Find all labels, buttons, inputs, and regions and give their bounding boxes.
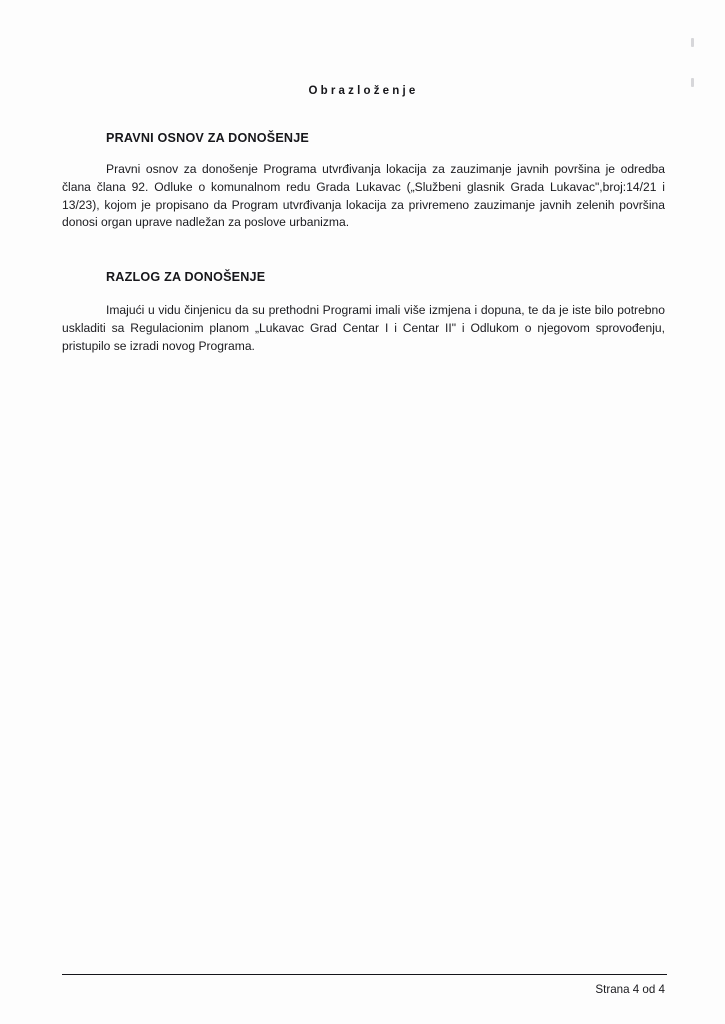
section-title-reason: RAZLOG ZA DONOŠENJE	[106, 270, 266, 285]
document-heading: Obrazloženje	[308, 85, 419, 97]
page-footer	[62, 974, 667, 996]
section-paragraph-reason: Imajući u vidu činjenicu da su prethodni Programi imali više izmjena i dopuna, te da je iste bilo potrebno uskladiti sa Regulacionim planom „Lukavac Grad Centar I i Centar II" i Odlukom o njegovom sprovođenju, pristupilo se izradi novog Programa.	[62, 303, 665, 353]
footer-divider	[62, 974, 667, 975]
scan-edge-mark	[691, 78, 694, 87]
scan-edge-mark	[691, 38, 694, 47]
page-content	[62, 0, 665, 1024]
section-paragraph-legal-basis: Pravni osnov za donošenje Programa utvrđivanja lokacija za zauzimanje javnih površina je odredba člana člana 92. Odluke o komunalnom redu Grada Lukavac („Službeni glasnik Grada Lukavac",broj:14/21 i 13/23), kojom je propisano da Program utvrđivanja lokacija za privremeno zauzimanje javnih zelenih površina donosi organ uprave nadležan za poslove urbanizma.	[62, 162, 665, 230]
page-number-label: Strana 4 od 4	[595, 983, 665, 996]
section-title-legal-basis: PRAVNI OSNOV ZA DONOŠENJE	[106, 131, 310, 145]
